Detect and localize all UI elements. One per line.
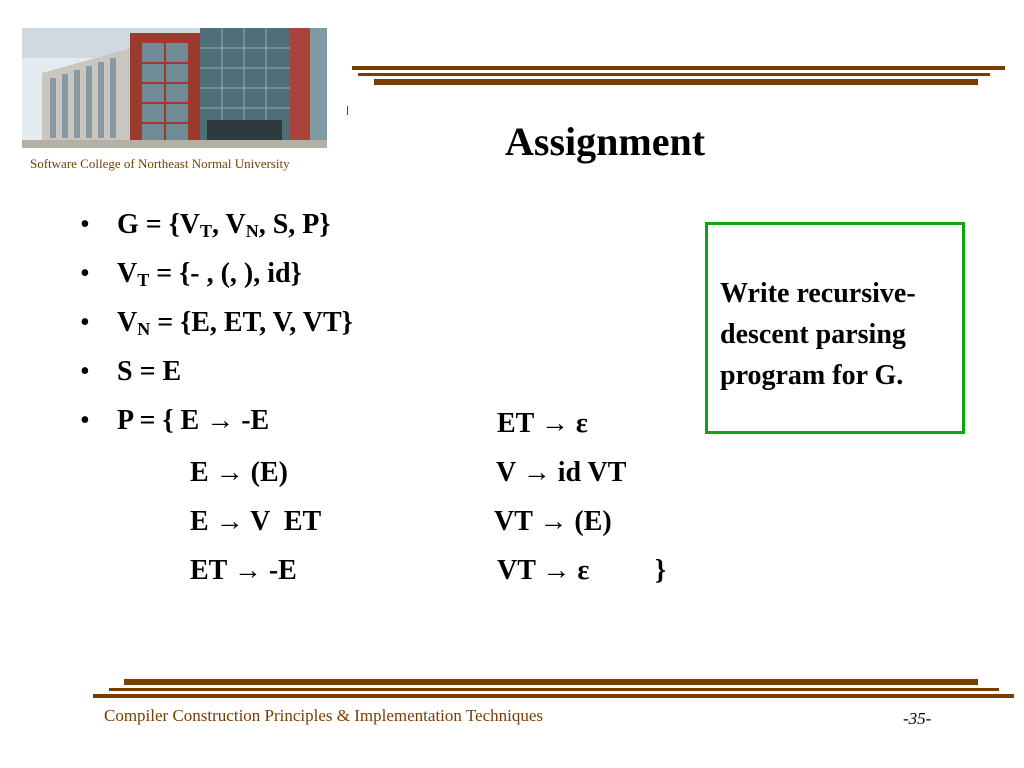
- bullet-dot: •: [80, 307, 90, 338]
- production-row2-right: V → id VT: [496, 457, 627, 488]
- small-tick-mark: [347, 106, 348, 115]
- bullet-nonterminals: • $V_N = \{E$, ET, V, VT}: [80, 302, 680, 351]
- bullet-dot: •: [80, 405, 90, 436]
- bottom-rule-2: [109, 688, 999, 691]
- bottom-rule-3: [93, 694, 1014, 698]
- production-row1-right: ET → ε: [497, 408, 588, 439]
- production-row4-right: VT → ε: [497, 555, 590, 586]
- bullet-terminals: • $V_T$ = {- , (, ), id}: [80, 253, 680, 302]
- task-box: [705, 222, 965, 434]
- production-row3-right: VT → (E): [494, 506, 612, 537]
- college-name: Software College of Northeast Normal University: [30, 156, 290, 171]
- production-row3-left: E → V ET: [190, 506, 322, 537]
- footer-course-title: Compiler Construction Principles & Implementation Techniques: [104, 706, 544, 725]
- bullet-start-symbol: • S = E: [80, 351, 680, 400]
- top-rule-2: [358, 73, 990, 76]
- bullet-grammar: • $G = \{V_T$, $V_N$, S, P}: [80, 204, 680, 253]
- bottom-rule-1: [124, 679, 978, 685]
- bullet-dot: •: [80, 356, 90, 387]
- task-text: Write recursive-descent parsing program for G.: [720, 278, 916, 391]
- building-photo: [22, 28, 327, 148]
- footer-page-number: -35-: [903, 709, 932, 728]
- bullet-list: [80, 204, 680, 449]
- bullet-productions: • P = { E → -E: [80, 400, 680, 449]
- top-rule-1: [352, 66, 1005, 70]
- production-row4-left: ET → -E: [190, 555, 297, 586]
- production-row2-left: E → (E): [190, 457, 288, 488]
- closing-brace: }: [655, 555, 667, 586]
- slide-title: Assignment: [505, 119, 706, 164]
- bullet-dot: •: [80, 258, 90, 289]
- bullet-dot: •: [80, 209, 90, 240]
- top-rule-3: [374, 79, 978, 85]
